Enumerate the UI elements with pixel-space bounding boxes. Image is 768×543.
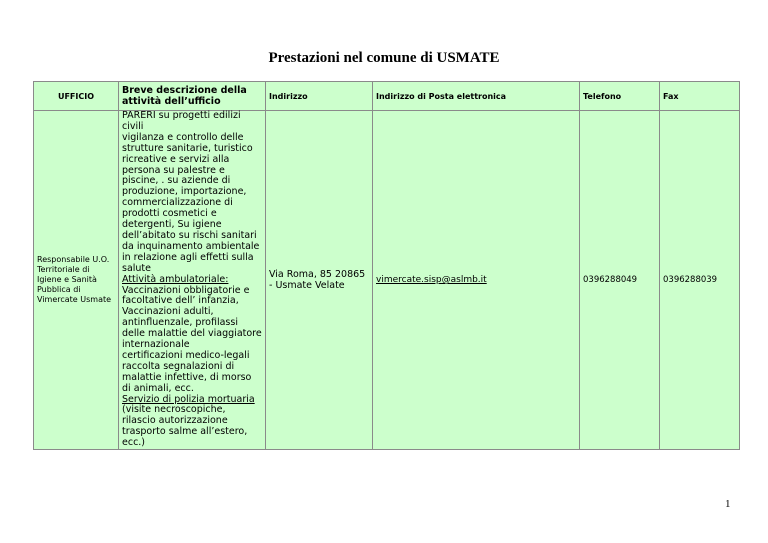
cell-email bbox=[373, 111, 580, 450]
page-title: Prestazioni nel comune di USMATE bbox=[268, 50, 500, 66]
header-fax: Fax bbox=[660, 82, 740, 111]
page-number: 1 bbox=[725, 498, 731, 510]
desc-polizia-text: (visite necroscopiche, rilascio autorizzazione trasporto salme all’estero, ecc.) bbox=[122, 404, 248, 449]
cell-ufficio: Responsabile U.O. Territoriale di Igiene e Sanità Pubblica di Vimercate Usmate bbox=[34, 111, 119, 450]
header-indirizzo: Indirizzo bbox=[266, 82, 373, 111]
header-telefono: Telefono bbox=[580, 82, 660, 111]
cell-descrizione bbox=[119, 111, 266, 450]
desc-ambulatoriale-heading: Attività ambulatoriale: bbox=[122, 273, 229, 285]
header-email: Indirizzo di Posta elettronica bbox=[373, 82, 580, 111]
desc-segnalazioni: raccolta segnalazioni di malattie infettive, di morso di animali, ecc. bbox=[122, 360, 252, 394]
services-table bbox=[33, 81, 740, 450]
email-link[interactable]: vimercate.sisp@aslmb.it bbox=[376, 275, 487, 286]
cell-indirizzo: Via Roma, 85 20865 - Usmate Velate bbox=[266, 111, 373, 450]
desc-ambulatoriale-text: Vaccinazioni obbligatorie e facoltative dell’ infanzia, Vaccinazioni adulti, antinfluenzale, profilassi delle malattie del viaggiatore internazionale bbox=[122, 284, 262, 351]
cell-fax: 0396288039 bbox=[660, 111, 740, 450]
desc-pareri: PARERI su progetti edilizi civili bbox=[122, 110, 241, 132]
desc-polizia-heading: Servizio di polizia mortuaria bbox=[122, 393, 255, 405]
desc-vigilanza: vigilanza e controllo delle strutture sanitarie, turistico ricreative e servizi alla persona su palestre e piscine, . su aziende di produzione, importazione, commercializzazione di prodotti cosmetici e detergenti, Su igiene dell’abitato su rischi sanitari da inquinamento ambientale in relazione agli effetti sulla salute bbox=[122, 131, 260, 274]
header-descrizione: Breve descrizione della attività dell’ufficio bbox=[119, 82, 266, 111]
cell-telefono: 0396288049 bbox=[580, 111, 660, 450]
desc-certificazioni: certificazioni medico-legali bbox=[122, 349, 250, 361]
table-row bbox=[34, 111, 740, 450]
header-ufficio: UFFICIO bbox=[34, 82, 119, 111]
table-header-row bbox=[34, 82, 740, 111]
